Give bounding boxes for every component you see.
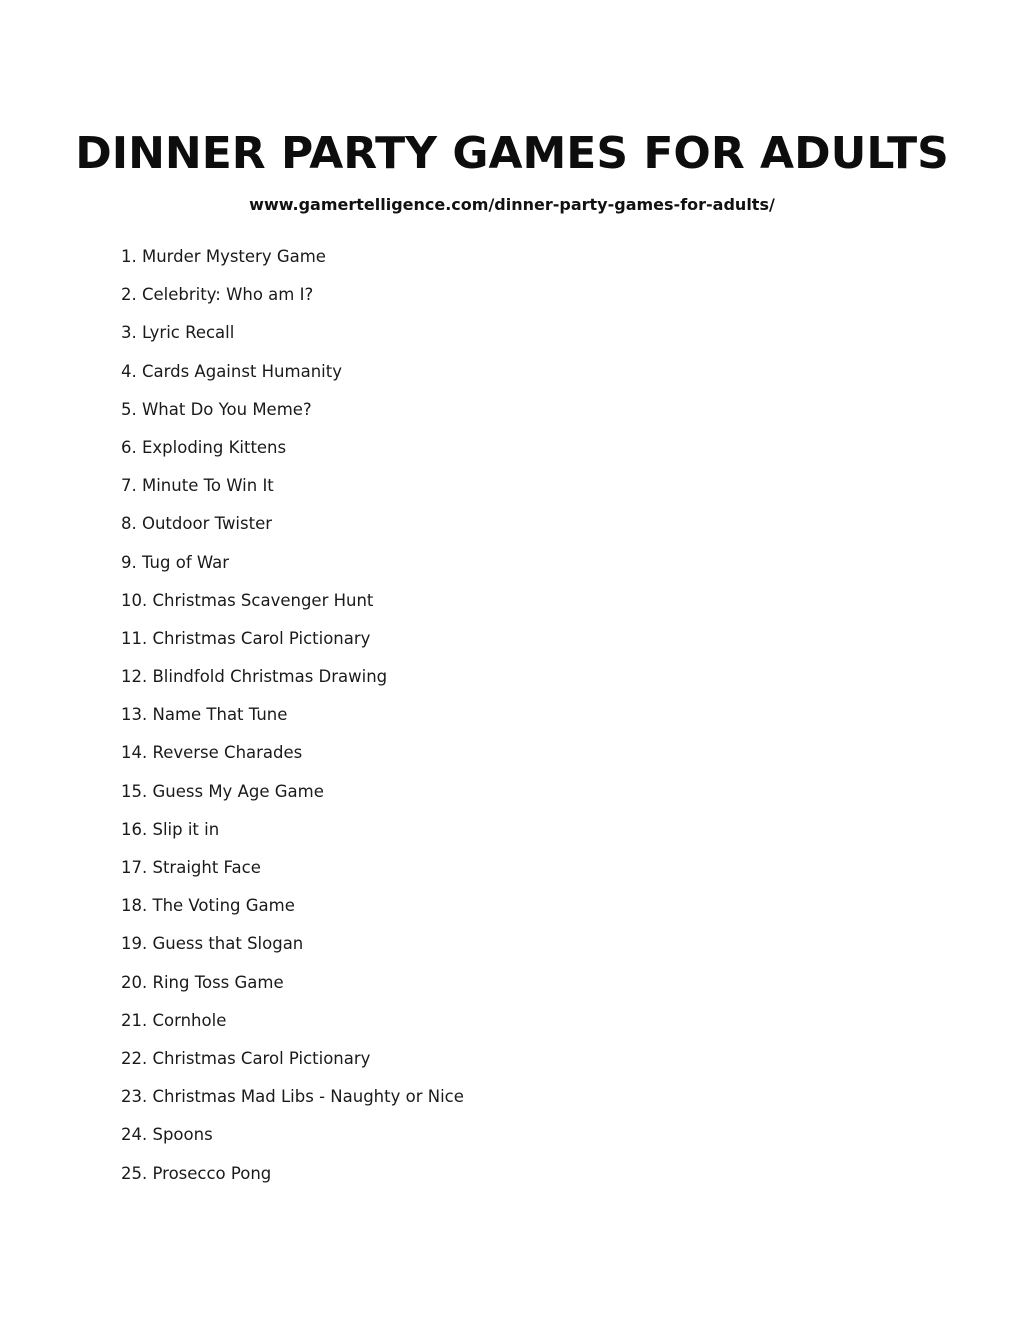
- list-item: 8. Outdoor Twister: [121, 514, 273, 534]
- list-item: 5. What Do You Meme?: [121, 399, 312, 419]
- list-item: 13. Name That Tune: [121, 705, 288, 725]
- list-item: 7. Minute To Win It: [121, 476, 274, 496]
- list-item: 25. Prosecco Pong: [121, 1163, 272, 1183]
- list-item: 17. Straight Face: [121, 858, 261, 877]
- list-item: 19. Guess that Slogan: [121, 934, 304, 954]
- list-item: 18. The Voting Game: [121, 896, 295, 916]
- list-item: 16. Slip it in: [121, 819, 220, 839]
- list-item: 11. Christmas Carol Pictionary: [121, 628, 371, 648]
- list-item: 6. Exploding Kittens: [121, 437, 287, 457]
- page-title: DINNER PARTY GAMES FOR ADULTS: [75, 128, 949, 179]
- list-item: 10. Christmas Scavenger Hunt: [121, 590, 374, 610]
- list-item: 3. Lyric Recall: [121, 323, 235, 343]
- list-item: 1. Murder Mystery Game: [121, 247, 326, 266]
- list-item: 22. Christmas Carol Pictionary: [121, 1048, 371, 1068]
- list-item: 14. Reverse Charades: [121, 743, 303, 763]
- list-item: 21. Cornhole: [121, 1010, 227, 1030]
- list-item: 4. Cards Against Humanity: [121, 361, 342, 381]
- list-item: 15. Guess My Age Game: [121, 781, 324, 801]
- list-item: 12. Blindfold Christmas Drawing: [121, 667, 388, 687]
- list-item: 9. Tug of War: [121, 552, 230, 572]
- list-item: 23. Christmas Mad Libs - Naughty or Nice: [121, 1087, 464, 1107]
- list-item: 2. Celebrity: Who am I?: [121, 285, 314, 305]
- list-item: 24. Spoons: [121, 1125, 213, 1145]
- game-list: [121, 246, 464, 1201]
- source-url: www.gamertelligence.com/dinner-party-games-for-adults/: [249, 195, 775, 214]
- list-item: 20. Ring Toss Game: [121, 972, 284, 992]
